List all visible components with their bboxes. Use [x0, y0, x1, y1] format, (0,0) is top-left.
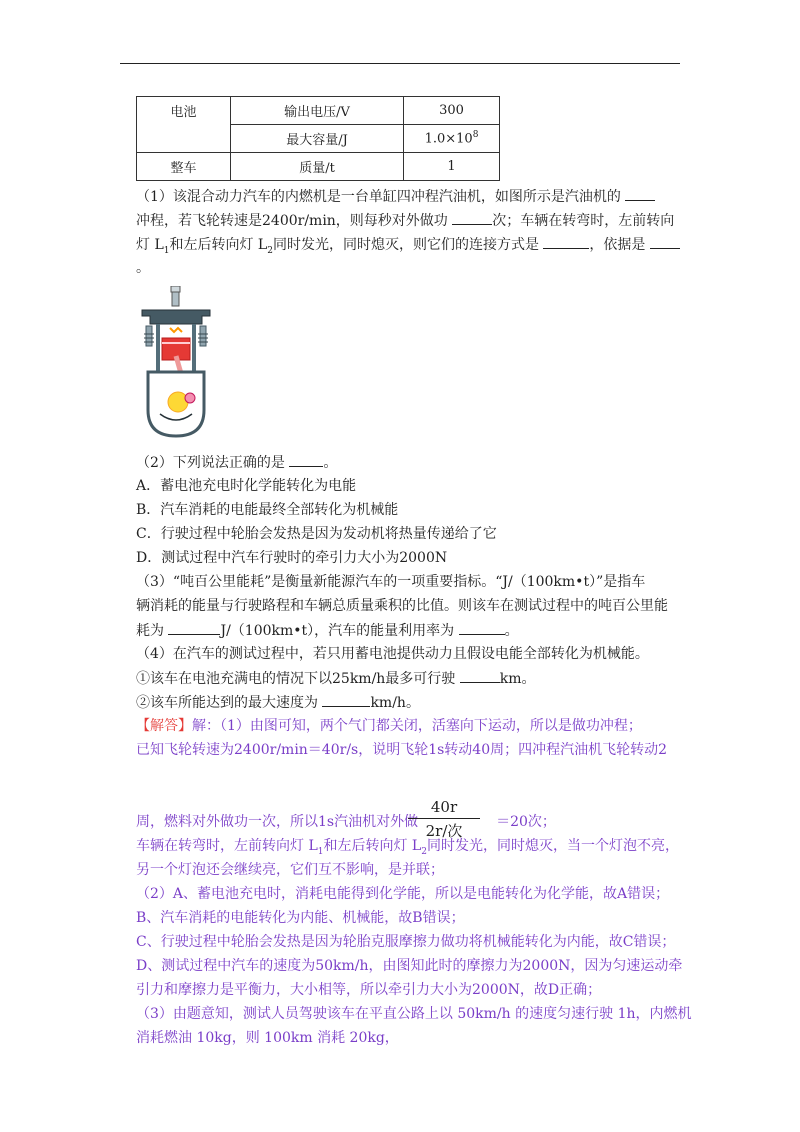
answer-line-1	[136, 716, 642, 736]
fraction-numerator: 40r	[430, 798, 458, 816]
answer-line-3	[136, 812, 556, 832]
capacity-value: 1.0×10	[424, 131, 473, 147]
table-cell: 电池	[137, 97, 231, 153]
subscript: 2	[421, 846, 427, 857]
answer-line-9: D、测试过程中汽车的速度为50km/h，由图知此时的摩擦力为2000N，因为匀速运动牵	[136, 958, 683, 974]
subscript: 2	[267, 245, 273, 256]
question-3-line-1: （3）“吨百公里能耗”是衡量新能源汽车的一项重要指标。“J/（100km•t）”是指车	[136, 574, 646, 590]
answer-line-12: 消耗燃油 10kg，则 100km 消耗 20kg，	[136, 1030, 399, 1046]
text: ＝20次；	[496, 814, 556, 830]
answer-blank	[289, 452, 323, 467]
spec-table	[136, 96, 500, 181]
text: （1）该混合动力汽车的内燃机是一台单缸四冲程汽油机，如图所示是汽油机的	[136, 189, 626, 205]
answer-blank	[543, 234, 589, 249]
text: J/（100km•t），汽车的能量利用率为	[220, 623, 459, 639]
answer-line-7: B、汽车消耗的电能转化为内能、机械能，故B错误；	[136, 910, 465, 926]
subscript: 1	[163, 245, 170, 256]
table-cell: 最大容量/J	[231, 125, 404, 153]
question-1-line-3	[136, 234, 680, 261]
option-b: B．汽车消耗的电能最终全部转化为机械能	[136, 502, 399, 518]
text: 灯 L	[136, 237, 164, 253]
table-cell: 300	[404, 97, 500, 125]
answer-blank	[625, 186, 655, 201]
answer-blank	[460, 668, 500, 683]
answer-blank	[459, 620, 505, 635]
answer-blank	[650, 234, 680, 249]
answer-blank	[452, 210, 492, 225]
text: 。	[323, 455, 338, 471]
text: 。	[504, 623, 519, 639]
table-row	[137, 153, 500, 181]
question-3-line-2: 辆消耗的能量与行驶路程和车辆总质量乘积的比值。则该车在测试过程中的吨百公里能	[136, 598, 668, 614]
table-cell	[404, 125, 500, 153]
fraction	[406, 798, 482, 842]
text: 耗为	[136, 623, 169, 639]
option-c: C．行驶过程中轮胎会发热是因为发动机将热量传递给了它	[136, 526, 497, 542]
text: 同时发光，同时熄灭，则它们的连接方式是	[272, 237, 544, 253]
answer-line-10: 引力和摩擦力是平衡力，大小相等，所以牵引力大小为2000N，故D正确；	[136, 982, 602, 998]
answer-tag: 【解答】	[136, 718, 192, 734]
table-row	[137, 97, 500, 125]
question-1-line-4: 。	[136, 260, 150, 276]
text: （2）下列说法正确的是	[136, 455, 290, 471]
text: ②该车所能达到的最大速度为	[136, 695, 323, 711]
text: 和左后转向灯 L	[169, 237, 268, 253]
answer-line-11: （3）由题意知，测试人员驾驶该车在平直公路上以 50km/h 的速度匀速行驶 1h，内燃机	[136, 1006, 692, 1022]
question-1-line-2	[136, 210, 674, 231]
text: km/h。	[370, 695, 420, 711]
fraction-bar	[408, 818, 480, 819]
fraction-denominator: 2r/次	[425, 822, 463, 840]
text: 冲程，若飞轮转速是2400r/min，则每秒对外做功	[136, 213, 453, 229]
question-4-line-3	[136, 692, 420, 713]
question-2-stem	[136, 452, 337, 473]
header-rule	[120, 63, 680, 64]
question-4-line-2	[136, 668, 536, 689]
text: 同时发光，同时熄灭，当一个灯泡不亮，	[426, 838, 679, 854]
question-4-line-1: （4）在汽车的测试过程中，若只用蓄电池提供动力且假设电能全部转化为机械能。	[136, 646, 649, 662]
table-cell: 整车	[137, 153, 231, 181]
option-a: A．蓄电池充电时化学能转化为电能	[136, 478, 357, 494]
text: 和左后转向灯 L	[323, 838, 422, 854]
answer-line-8: C、行驶过程中轮胎会发热是因为轮胎克服摩擦力做功将机械能转化为内能，故C错误；	[136, 934, 676, 950]
text: 次；车辆在转弯时，左前转向	[492, 213, 675, 229]
subscript: 1	[317, 846, 324, 857]
text: km。	[499, 671, 536, 687]
question-1-line-1	[136, 186, 655, 207]
answer-line-2: 已知飞轮转速为2400r/min＝40r/s，说明飞轮1s转动40周；四冲程汽油机飞轮转动2	[136, 742, 668, 758]
answer-line-5: 另一个灯泡还会继续亮，它们互不影响，是并联；	[136, 862, 444, 878]
table-cell: 质量/t	[231, 153, 404, 181]
option-d: D．测试过程中汽车行驶时的牵引力大小为2000N	[136, 550, 448, 566]
table-cell: 1	[404, 153, 500, 181]
answer-blank	[168, 620, 220, 635]
answer-line-6: （2）A、蓄电池充电时，消耗电能得到化学能，所以是电能转化为化学能，故A错误；	[136, 886, 670, 902]
text: ①该车在电池充满电的情况下以25km/h最多可行驶	[136, 671, 460, 687]
text: 周，燃料对外做功一次，所以1s汽油机对外做	[136, 814, 419, 830]
engine-diagram	[138, 286, 214, 438]
text: 车辆在转弯时，左前转向灯 L	[136, 838, 318, 854]
text: ，依据是	[589, 237, 650, 253]
capacity-exponent: 8	[472, 130, 479, 141]
text: 解：（1）由图可知，两个气门都关闭，活塞向下运动，所以是做功冲程；	[192, 718, 642, 734]
table-cell: 输出电压/V	[231, 97, 404, 125]
answer-blank	[322, 692, 370, 707]
question-3-line-3	[136, 620, 519, 641]
